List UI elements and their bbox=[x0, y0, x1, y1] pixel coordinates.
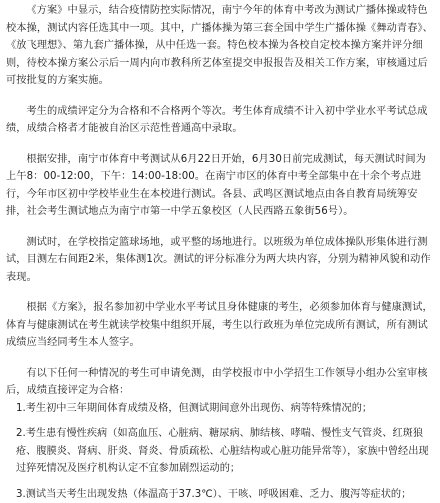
exemption-list bbox=[6, 400, 434, 503]
paragraph-exam-plan: 《方案》中显示，结合疫情防控实际情况，南宁今年的体育中考改为测试广播体操或特色校本操，测试内容任选其中一项。其中，广播体操为第三套全国中学生广播体操《舞动青春》、《放飞理想》、第九套广播体操，从中任选一套。特色校本操为各校自定校本操方案并评分细则，待校本操方案公示后一周内向市教科所艺体室提交申报报告及相关工作方案，审核通过后可按批复的方案实施。 bbox=[6, 2, 434, 90]
paragraph-grading: 考生的成绩评定分为合格和不合格两个等次。考生体育成绩不计入初中学业水平考试总成绩，成绩合格者才能被自治区示范性普通高中录取。 bbox=[6, 103, 434, 138]
paragraph-test-method: 测试时，在学校指定篮球场地，或平整的场地进行。以班级为单位成体操队形集体进行测试，目测左右间距2米，集体测1次。测试的评分标准分为两大块内容，分别为精神风貌和动作表现。 bbox=[6, 234, 434, 287]
paragraph-schedule: 根据安排，南宁市体育中考测试从6月22日开始，6月30日前完成测试，每天测试时间为上午8：00-12:00，下午：14:00-18:00。在南宁市区的体育中考全部集中在十余个考点进行，今年市区初中学校毕业生在本校进行测试。各县、武鸣区测试地点由各自教育局统筹安排，社会考生测试地点为南宁市第一中学五象校区（人民西路五象街56号）。 bbox=[6, 151, 434, 221]
document-page bbox=[0, 2, 440, 422]
paragraph-exemption-intro: 有以下任何一种情况的考生可申请免测，由学校报市中小学招生工作领导小组办公室审核后，成绩直接评定为合格： bbox=[6, 365, 434, 400]
list-item: 1.考生初中三年期间体育成绩及格，但测试期间意外出现伤、病等特殊情况的； bbox=[16, 400, 434, 418]
list-item: 2.考生患有慢性疾病（如高血压、心脏病、糖尿病、肺结核、哮喘、慢性支气管炎、红斑狼疮、腹膜炎、肾病、肝炎、肾炎、骨质疏松、心脏结构或心脏功能异常等），家族中曾经出现过猝死情况及医疗机构认定不宜参加剧烈运动的； bbox=[16, 425, 434, 478]
list-item: 3.测试当天考生出现发热（体温高于37.3℃）、干咳、呼吸困难、乏力、腹泻等症状的； bbox=[16, 486, 434, 503]
paragraph-registration: 根据《方案》，报名参加初中学业水平考试且身体健康的考生，必须参加体育与健康测试，体育与健康测试在考生就读学校集中组织开展，考生以行政班为单位完成所有测试，所有测试成绩应当经同考生本人签字。 bbox=[6, 299, 434, 352]
